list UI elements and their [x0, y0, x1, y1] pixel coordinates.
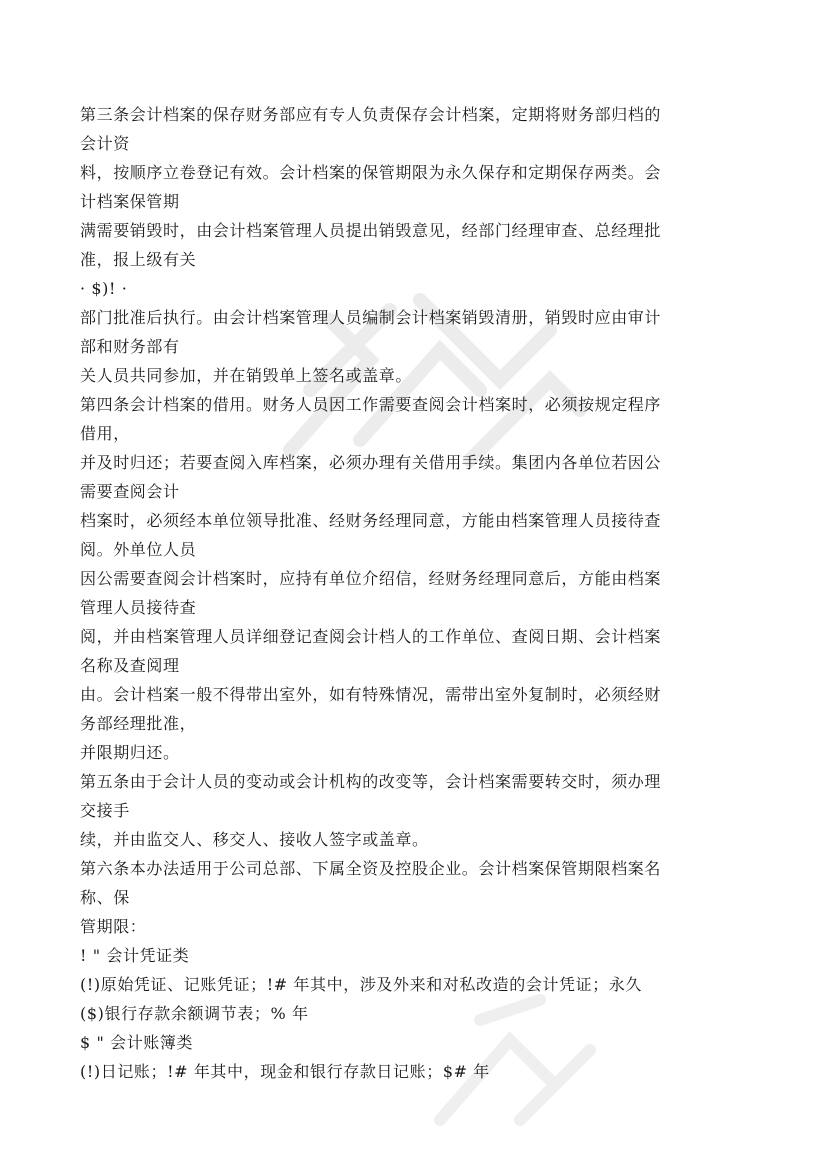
document-line: 阅。外单位人员: [80, 540, 197, 559]
document-body: [80, 100, 760, 1086]
document-line: 部门批准后执行。由会计档案管理人员编制会计档案销毁清册，销毁时应由审计: [80, 308, 662, 327]
document-line: 由。会计档案一般不得带出室外，如有特殊情况，需带出室外复制时，必须经财: [80, 685, 662, 704]
document-line: 借用，: [80, 424, 130, 443]
document-line: 会计资: [80, 134, 130, 153]
document-line: ! " 会计凭证类: [80, 946, 190, 965]
document-line: ($)银行存款余额调节表；% 年: [80, 1004, 309, 1023]
document-line: 并限期归还。: [80, 743, 180, 762]
document-line: 并及时归还；若要查阅入库档案，必须办理有关借用手续。集团内各单位若因公: [80, 453, 662, 472]
document-line: 交接手: [80, 801, 130, 820]
document-line: 阅，并由档案管理人员详细登记查阅会计档人的工作单位、查阅日期、会计档案: [80, 627, 662, 646]
document-line: 务部经理批准，: [80, 714, 197, 733]
document-line: 第四条会计档案的借用。财务人员因工作需要查阅会计档案时，必须按规定程序: [80, 395, 662, 414]
document-line: 第三条会计档案的保存财务部应有专人负责保存会计档案，定期将财务部归档的: [80, 105, 662, 124]
document-line: 满需要销毁时，由会计档案管理人员提出销毁意见，经部门经理审查、总经理批: [80, 221, 662, 240]
document-line: (!)日记账；!# 年其中，现金和银行存款日记账；$# 年: [80, 1062, 490, 1081]
document-line: 第六条本办法适用于公司总部、下属全资及控股企业。会计档案保管期限档案名: [80, 859, 662, 878]
document-line: 管理人员接待查: [80, 598, 197, 617]
document-line: 档案时，必须经本单位领导批准、经财务经理同意，方能由档案管理人员接待查: [80, 511, 662, 530]
document-line: 第五条由于会计人员的变动或会计机构的改变等，会计档案需要转交时，须办理: [80, 772, 662, 791]
document-line: 因公需要查阅会计档案时，应持有单位介绍信，经财务经理同意后，方能由档案: [80, 569, 662, 588]
document-line: $ " 会计账簿类: [80, 1033, 194, 1052]
document-line: 称、保: [80, 888, 130, 907]
document-line: 计档案保管期: [80, 192, 180, 211]
document-line: 需要查阅会计: [80, 482, 180, 501]
document-line: 管期限：: [80, 917, 147, 936]
document-line: 名称及查阅理: [80, 656, 180, 675]
document-line: (!)原始凭证、记账凭证；!# 年其中，涉及外来和对私改造的会计凭证；永久: [80, 975, 643, 994]
document-line: 续，并由监交人、移交人、接收人签字或盖章。: [80, 830, 429, 849]
document-line: 部和财务部有: [80, 337, 180, 356]
document-line: · $)! ·: [80, 279, 128, 298]
document-line: 料，按顺序立卷登记有效。会计档案的保管期限为永久保存和定期保存两类。会: [80, 163, 662, 182]
document-line: 关人员共同参加，并在销毁单上签名或盖章。: [80, 366, 413, 385]
document-line: 准，报上级有关: [80, 250, 197, 269]
